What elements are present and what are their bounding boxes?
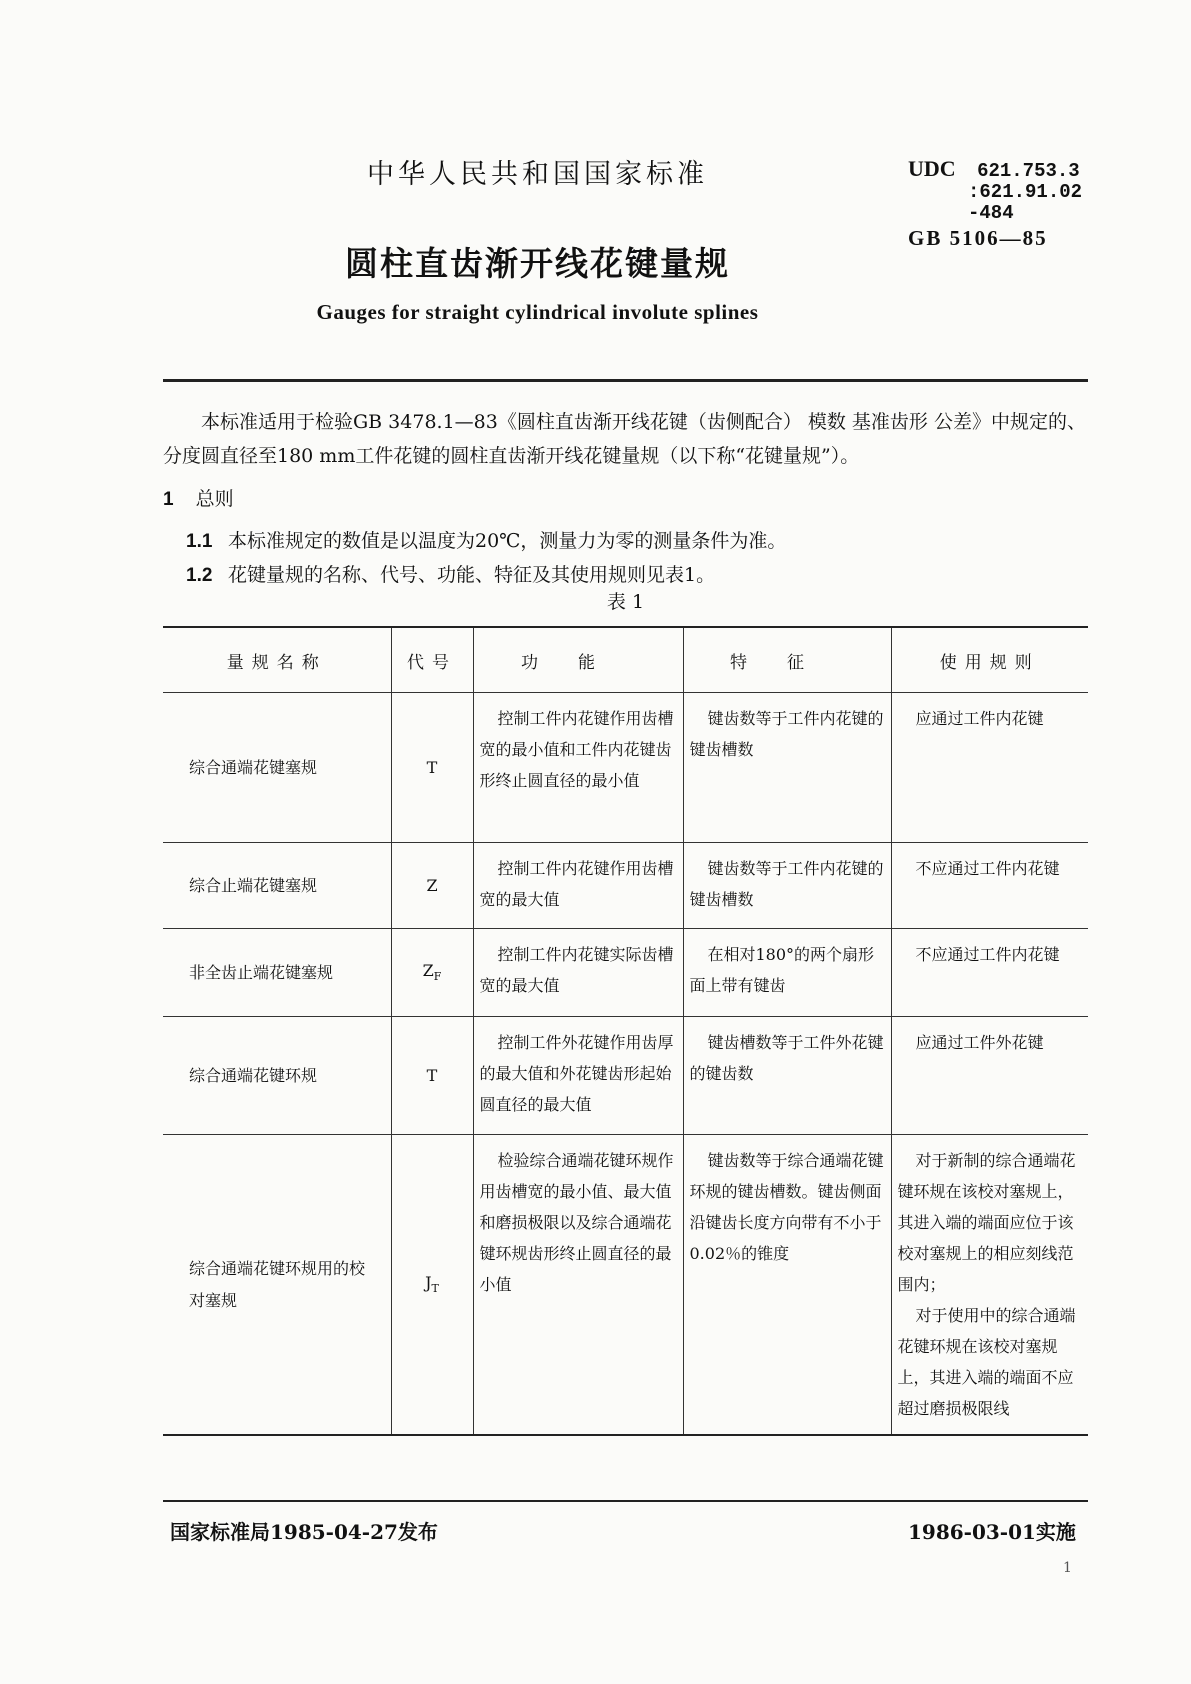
rule-text: 对于使用中的综合通端花键环规在该校对塞规上，其进入端的端面不应超过磨损极限线	[897, 1306, 1076, 1418]
header-rule: 使用规则	[891, 627, 1088, 693]
feature-text: 键齿数等于工件内花键的键齿槽数	[689, 859, 884, 909]
rule-text: 应通过工件外花键	[915, 1033, 1044, 1052]
national-standard-heading: 中华人民共和国国家标准	[367, 159, 708, 190]
gauge-name: 综合通端花键环规用的校对塞规	[163, 1135, 391, 1436]
code-main: T	[426, 1066, 438, 1085]
table-row	[163, 1135, 1088, 1436]
udc-classification	[908, 158, 1082, 224]
gauge-name: 综合通端花键塞规	[163, 693, 391, 843]
gauge-feature	[683, 929, 891, 1017]
code-main: J	[425, 1273, 432, 1293]
effective-date: 1986-03-01实施	[908, 1520, 1076, 1544]
gauge-rule	[891, 929, 1088, 1017]
rule-text: 不应通过工件内花键	[915, 945, 1060, 964]
gauge-code	[391, 1017, 473, 1135]
code-main: Z	[422, 961, 434, 981]
header-feature: 特征	[683, 627, 891, 693]
feature-text: 键齿数等于工件内花键的键齿槽数	[689, 709, 884, 759]
clause-text: 花键量规的名称、代号、功能、特征及其使用规则见表1。	[228, 564, 716, 586]
issue-date: 国家标准局1985-04-27发布	[170, 1520, 438, 1544]
gauge-feature	[683, 843, 891, 929]
section-1-title: 总则	[195, 488, 234, 510]
title-en: Gauges for straight cylindrical involute splines	[316, 300, 759, 324]
function-text: 控制工件内花键作用齿槽宽的最大值	[479, 859, 674, 909]
header-name: 量规名称	[163, 627, 391, 693]
rule-text: 应通过工件内花键	[915, 709, 1044, 728]
function-text: 控制工件外花键作用齿厚的最大值和外花键齿形起始圆直径的最大值	[479, 1033, 674, 1114]
gauge-rule	[891, 1135, 1088, 1436]
gb-number: GB 5106—85	[908, 226, 1048, 250]
gauge-feature	[683, 693, 891, 843]
gauge-name: 非全齿止端花键塞规	[163, 929, 391, 1017]
clause-text: 本标准规定的数值是以温度为20℃，测量力为零的测量条件为准。	[228, 530, 787, 552]
clause-1-1	[186, 526, 786, 553]
table-row	[163, 929, 1088, 1017]
table-row	[163, 693, 1088, 843]
code-subscript: F	[433, 970, 442, 984]
clause-number: 1.2	[186, 565, 213, 586]
clause-1-2	[186, 560, 715, 587]
gauge-function	[473, 929, 683, 1017]
table-header-row	[163, 627, 1088, 693]
gauge-function	[473, 693, 683, 843]
table-row	[163, 1017, 1088, 1135]
gauge-rule	[891, 1017, 1088, 1135]
title-cn: 圆柱直齿渐开线花键量规	[345, 244, 730, 283]
gauge-code	[391, 929, 473, 1017]
section-1-number: 1	[163, 489, 174, 510]
gauge-code	[391, 1135, 473, 1436]
feature-text: 键齿槽数等于工件外花键的键齿数	[689, 1033, 884, 1083]
feature-text: 在相对180°的两个扇形面上带有键齿	[689, 945, 875, 995]
gauge-code	[391, 843, 473, 929]
header-code: 代号	[391, 627, 473, 693]
rule-text: 对于新制的综合通端花键环规在该校对塞规上，其进入端的端面应位于该校对塞规上的相应刻线范围内；	[897, 1151, 1076, 1294]
table-caption: 表 1	[606, 591, 645, 613]
header-function: 功能	[473, 627, 683, 693]
header-divider	[163, 379, 1088, 382]
udc-line-1: 621.753.3	[977, 160, 1080, 182]
function-text: 检验综合通端花键环规作用齿槽宽的最小值、最大值和磨损极限以及综合通端花键环规齿形终止圆直径的最小值	[479, 1151, 674, 1294]
code-main: T	[426, 758, 438, 777]
gauge-function	[473, 1135, 683, 1436]
gauge-feature	[683, 1017, 891, 1135]
table-row	[163, 843, 1088, 929]
function-text: 控制工件内花键作用齿槽宽的最小值和工件内花键齿形终止圆直径的最小值	[479, 709, 674, 790]
gauge-name: 综合通端花键环规	[163, 1017, 391, 1135]
code-main: Z	[426, 876, 438, 895]
gauge-code	[391, 693, 473, 843]
page-number: 1	[1063, 1560, 1072, 1576]
function-text: 控制工件内花键实际齿槽宽的最大值	[479, 945, 674, 995]
code-subscript: T	[431, 1282, 439, 1296]
intro-paragraph: 本标准适用于检验GB 3478.1—83《圆柱直齿渐开线花键（齿侧配合） 模数 基准齿形 公差》中规定的、分度圆直径至180 mm工件花键的圆柱直齿渐开线花键量规（以下称“花键量规”）。	[163, 411, 1086, 467]
gauge-table	[163, 626, 1088, 1436]
udc-label: UDC	[908, 156, 956, 181]
gauge-name: 综合止端花键塞规	[163, 843, 391, 929]
gauge-rule	[891, 843, 1088, 929]
section-1-heading	[163, 484, 234, 511]
udc-line-2: :621.91.02	[968, 181, 1083, 203]
clause-number: 1.1	[186, 531, 213, 552]
gauge-function	[473, 843, 683, 929]
gauge-feature	[683, 1135, 891, 1436]
feature-text: 键齿数等于综合通端花键环规的键齿槽数。键齿侧面沿键齿长度方向带有不小于0.02％的锥度	[689, 1151, 884, 1263]
footer-divider	[163, 1500, 1088, 1502]
gauge-function	[473, 1017, 683, 1135]
gauge-rule	[891, 693, 1088, 843]
udc-line-3: -484	[968, 202, 1014, 224]
rule-text: 不应通过工件内花键	[915, 859, 1060, 878]
